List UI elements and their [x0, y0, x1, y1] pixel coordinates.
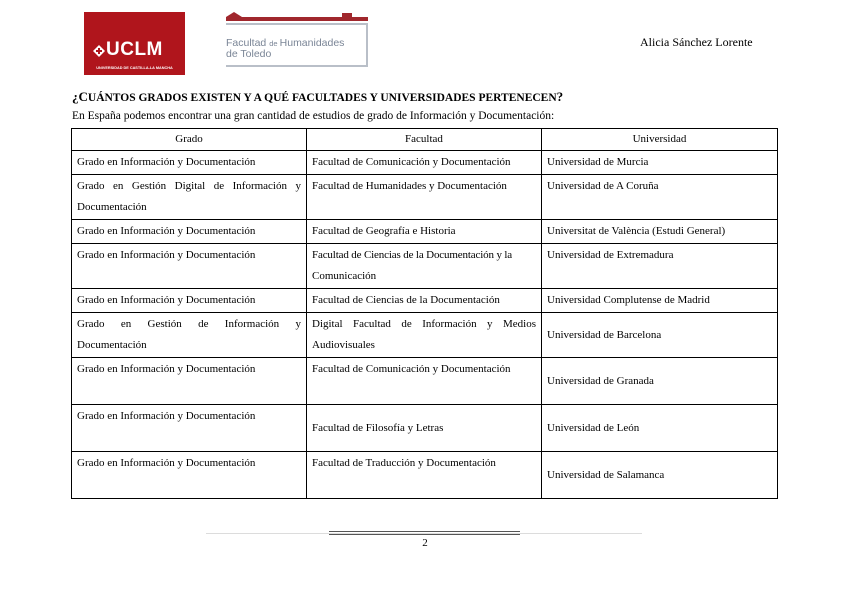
column-header-facultad: Facultad	[307, 129, 542, 151]
cell-grado: Grado en Información y Documentación	[72, 358, 307, 405]
table-row	[72, 175, 778, 220]
cell-grado: Grado en Información y Documentación	[72, 244, 307, 289]
degrees-table	[71, 128, 778, 499]
cell-universidad: Universidad de Extremadura	[542, 244, 778, 289]
cell-grado: Grado en Gestión de Información y Documentación	[72, 313, 307, 358]
cell-facultad: Facultad de Filosofía y Letras	[307, 405, 542, 452]
cell-grado: Grado en Información y Documentación	[72, 452, 307, 499]
table-row	[72, 358, 778, 405]
table-row	[72, 289, 778, 313]
faculty-logo-line1: Facultad de Humanidades	[226, 37, 345, 49]
faculty-logo-line2: de Toledo	[226, 48, 272, 60]
cell-facultad: Facultad de Geografía e Historia	[307, 220, 542, 244]
cell-universidad: Universidad de A Coruña	[542, 175, 778, 220]
author-name: Alicia Sánchez Lorente	[640, 35, 753, 49]
cell-universidad: Universidad de Murcia	[542, 151, 778, 175]
cell-universidad: Universidad de Granada	[542, 358, 778, 405]
table-row	[72, 452, 778, 499]
column-header-grado: Grado	[72, 129, 307, 151]
cell-universidad: Universitat de València (Estudi General)	[542, 220, 778, 244]
cell-grado: Grado en Gestión Digital de Información y Documentación	[72, 175, 307, 220]
table-row	[72, 244, 778, 289]
uclm-emblem-icon	[93, 45, 105, 57]
cell-facultad: Digital Facultad de Información y Medios Audiovisuales	[307, 313, 542, 358]
page-number: 2	[422, 537, 428, 549]
uclm-logo-subtitle: UNIVERSIDAD DE CASTILLA-LA MANCHA	[96, 66, 173, 70]
table-row	[72, 151, 778, 175]
cell-grado: Grado en Información y Documentación	[72, 151, 307, 175]
intro-paragraph: En España podemos encontrar una gran cantidad de estudios de grado de Información y Documentación:	[72, 110, 555, 122]
cell-universidad: Universidad de Salamanca	[542, 452, 778, 499]
cell-facultad: Facultad de Traducción y Documentación	[307, 452, 542, 499]
faculty-logo	[222, 10, 372, 76]
table-row	[72, 405, 778, 452]
cell-universidad: Universidad de León	[542, 405, 778, 452]
cell-grado: Grado en Información y Documentación	[72, 405, 307, 452]
column-header-universidad: Universidad	[542, 129, 778, 151]
cell-facultad: Facultad de Comunicación y Documentación	[307, 151, 542, 175]
cell-universidad: Universidad Complutense de Madrid	[542, 289, 778, 313]
footer-double-rule	[329, 531, 520, 535]
cell-universidad: Universidad de Barcelona	[542, 313, 778, 358]
cell-facultad: Facultad de Comunicación y Documentación	[307, 358, 542, 405]
section-heading: ¿CUÁNTOS GRADOS EXISTEN Y A QUÉ FACULTADES Y UNIVERSIDADES PERTENECEN?	[72, 89, 564, 104]
cell-facultad: Facultad de Ciencias de la Documentación y la Comunicación	[307, 244, 542, 289]
cell-grado: Grado en Información y Documentación	[72, 289, 307, 313]
table-row	[72, 313, 778, 358]
cell-facultad: Facultad de Ciencias de la Documentación	[307, 289, 542, 313]
uclm-logo-text: UCLM	[106, 39, 163, 60]
cell-facultad: Facultad de Humanidades y Documentación	[307, 175, 542, 220]
table-header-row	[72, 129, 778, 151]
cell-grado: Grado en Información y Documentación	[72, 220, 307, 244]
uclm-logo	[84, 12, 185, 75]
table-row	[72, 220, 778, 244]
